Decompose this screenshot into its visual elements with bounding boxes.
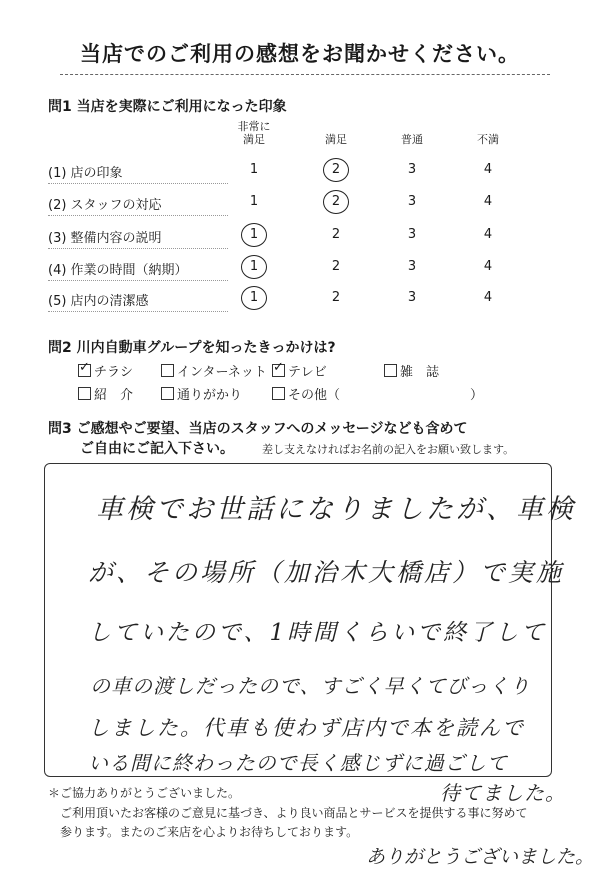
- checkbox[interactable]: [272, 360, 285, 377]
- option-label: その他（: [288, 388, 341, 403]
- selected-circle-icon: [323, 158, 349, 182]
- option-label: チラシ: [94, 365, 134, 380]
- rating-value: 3: [407, 194, 417, 209]
- handwritten-line-1: 車検でお世話になりましたが、車検: [96, 494, 576, 525]
- rating-option[interactable]: [397, 290, 427, 305]
- selected-circle-icon: [323, 190, 349, 214]
- checkbox[interactable]: [272, 387, 285, 400]
- q2-option-flyer[interactable]: [78, 361, 133, 380]
- rating-value: 4: [483, 194, 493, 209]
- rating-option[interactable]: [473, 194, 503, 209]
- checkbox[interactable]: [161, 364, 174, 377]
- q1-row-label: (3) 整備内容の説明: [48, 231, 162, 246]
- q2-option-passing-by[interactable]: [161, 384, 242, 403]
- q3-heading: 問3 ご感想やご要望、当店のスタッフへのメッセージなども含めて: [48, 421, 468, 437]
- q1-row-label: (4) 作業の時間（納期）: [48, 263, 188, 278]
- rating-value: 2: [331, 259, 341, 274]
- rating-value: 2: [331, 290, 341, 305]
- checkbox[interactable]: [161, 387, 174, 400]
- footer-thanks: ＊ご協力ありがとうございました。: [48, 786, 241, 800]
- q1-col-unsatisfied: 不満: [477, 133, 499, 146]
- handwritten-line-5: しました。代車も使わず店内で本を読んで: [88, 716, 525, 740]
- rating-option[interactable]: [321, 290, 351, 305]
- handwritten-line-6: いる間に終わったので長く感じずに過ごして: [88, 751, 508, 775]
- q3-heading-line2: ご自由にご記入下さい。: [80, 441, 234, 457]
- rating-value: 1: [249, 259, 259, 274]
- q2-heading: 問2 川内自動車グループを知ったきっかけは?: [48, 340, 336, 356]
- check-mark-icon: ✓: [79, 360, 90, 375]
- survey-title: 当店でのご利用の感想をお聞かせください。: [80, 42, 520, 66]
- selected-circle-icon: [241, 286, 267, 310]
- handwritten-line-3: していたので、1時間くらいで終了して: [88, 620, 548, 646]
- q1-row-label: (5) 店内の清潔感: [48, 294, 149, 309]
- footer-line-3: 参ります。またのご来店を心よりお待ちしております。: [60, 825, 359, 839]
- rating-value: 1: [249, 162, 259, 177]
- q1-row-label: (1) 店の印象: [48, 166, 123, 181]
- rating-value: 2: [331, 162, 341, 177]
- rating-value: 2: [331, 194, 341, 209]
- q2-other-close-paren: ）: [470, 388, 484, 403]
- rating-value: 3: [407, 227, 417, 242]
- handwritten-line-8: ありがとうございました。: [366, 846, 595, 868]
- rating-value: 4: [483, 227, 493, 242]
- q1-row-label: (2) スタッフの対応: [48, 198, 162, 213]
- row-dotted-line: [48, 248, 228, 249]
- handwritten-line-4: の車の渡しだったので、すごく早くてびっくり: [90, 674, 531, 698]
- rating-value: 3: [407, 162, 417, 177]
- option-label: 紹 介: [94, 388, 134, 403]
- rating-value: 3: [407, 290, 417, 305]
- row-dotted-line: [48, 311, 228, 312]
- rating-option[interactable]: [239, 290, 269, 305]
- checkbox[interactable]: [78, 360, 91, 377]
- rating-option[interactable]: [473, 290, 503, 305]
- selected-circle-icon: [241, 255, 267, 279]
- q1-col-very-satisfied: [224, 120, 284, 146]
- option-label: 通りがかり: [177, 388, 243, 403]
- rating-option[interactable]: [473, 162, 503, 177]
- rating-option[interactable]: [397, 259, 427, 274]
- col-line: 満足: [243, 133, 265, 146]
- q1-heading: 問1 当店を実際にご利用になった印象: [48, 99, 287, 115]
- check-mark-icon: ✓: [273, 360, 284, 375]
- rating-value: 1: [249, 290, 259, 305]
- handwritten-line-2: が、その場所（加治木大橋店）で実施: [88, 558, 565, 587]
- q2-option-magazine[interactable]: [384, 361, 439, 380]
- rating-option[interactable]: [397, 227, 427, 242]
- option-label: テレビ: [288, 365, 327, 380]
- option-label: 雑 誌: [400, 365, 440, 380]
- rating-value: 1: [249, 227, 259, 242]
- q1-col-satisfied: 満足: [325, 133, 347, 146]
- rating-option[interactable]: [321, 162, 351, 177]
- rating-option[interactable]: [239, 162, 269, 177]
- rating-option[interactable]: [239, 194, 269, 209]
- row-dotted-line: [48, 183, 228, 184]
- col-line: 非常に: [237, 120, 271, 133]
- row-dotted-line: [48, 280, 228, 281]
- rating-option[interactable]: [321, 194, 351, 209]
- rating-option[interactable]: [473, 259, 503, 274]
- q1-col-normal: 普通: [401, 133, 423, 146]
- rating-value: 2: [331, 227, 341, 242]
- rating-value: 3: [407, 259, 417, 274]
- rating-value: 4: [483, 290, 493, 305]
- rating-value: 4: [483, 162, 493, 177]
- rating-option[interactable]: [239, 259, 269, 274]
- q3-note: 差し支えなければお名前の記入をお願い致します。: [262, 443, 515, 456]
- rating-option[interactable]: [239, 227, 269, 242]
- title-underline: [60, 74, 550, 75]
- q2-option-internet[interactable]: [161, 361, 267, 380]
- rating-option[interactable]: [397, 162, 427, 177]
- rating-option[interactable]: [321, 227, 351, 242]
- q2-option-tv[interactable]: [272, 361, 327, 380]
- q2-option-referral[interactable]: [78, 384, 133, 403]
- rating-option[interactable]: [473, 227, 503, 242]
- selected-circle-icon: [241, 223, 267, 247]
- checkbox[interactable]: [384, 364, 397, 377]
- rating-option[interactable]: [397, 194, 427, 209]
- checkbox[interactable]: [78, 387, 91, 400]
- rating-value: 4: [483, 259, 493, 274]
- rating-option[interactable]: [321, 259, 351, 274]
- footer-line-2: ご利用頂いたお客様のご意見に基づき、より良い商品とサービスを提供する事に努めて: [60, 806, 528, 820]
- option-label: インターネット: [177, 365, 267, 380]
- q2-option-other[interactable]: [272, 384, 340, 403]
- handwritten-line-7: 待てました。: [440, 781, 566, 805]
- rating-value: 1: [249, 194, 259, 209]
- row-dotted-line: [48, 215, 228, 216]
